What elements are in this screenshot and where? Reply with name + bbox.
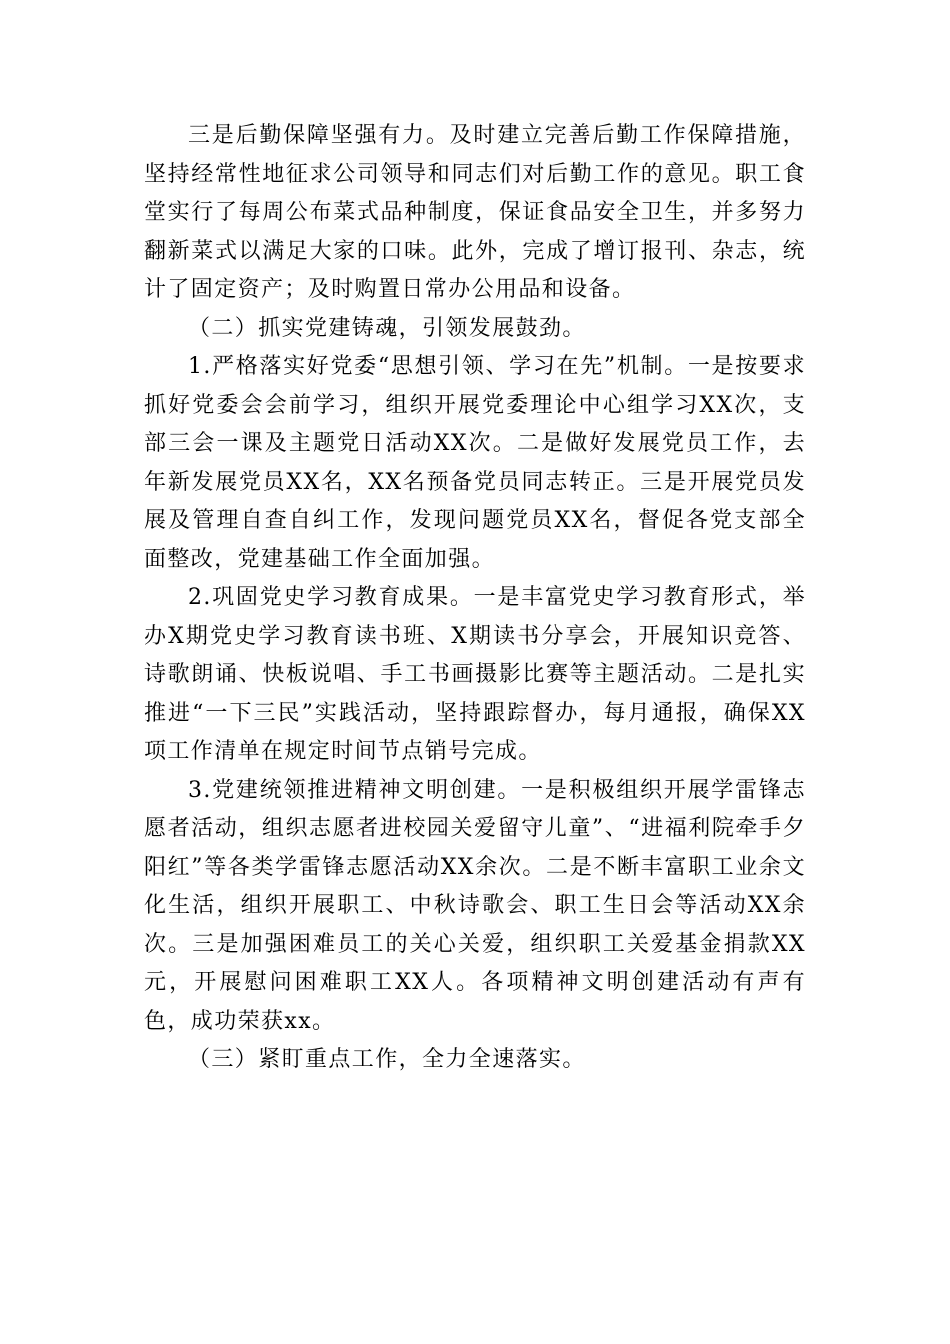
section-heading-party-building: （二）抓实党建铸魂，引领发展鼓劲。: [188, 315, 586, 341]
paragraph-party-committee-mechanism: 1.严格落实好党委“思想引领、学习在先”机制。一是按要求抓好党委会会前学习，组织开展党委理论中心组学习XX次，支部三会一课及主题党日活动XX次。二是做好发展党员工作，去年新发展党员XX名，XX名预备党员同志转正。三是开展党员发展及管理自查自纠工作，发现问题党员XX名，督促各党支部全面整改，党建基础工作全面加强。: [144, 354, 806, 572]
section-heading-key-work: （三）紧盯重点工作，全力全速落实。: [188, 1047, 586, 1072]
paragraph-party-history-education: 2.巩固党史学习教育成果。一是丰富党史学习教育形式，举办X期党史学习教育读书班、X期读书分享会，开展知识竞答、诗歌朗诵、快板说唱、手工书画摄影比赛等主题活动。二是扎实推进“一下三民”实践活动，坚持跟踪督办，每月通报，确保XX项工作清单在规定时间节点销号完成。: [144, 585, 806, 764]
paragraph-spiritual-civilization: 3.党建统领推进精神文明创建。一是积极组织开展学雷锋志愿者活动，组织志愿者进校园关爱留守儿童”、“进福利院牵手夕阳红”等各类学雷锋志愿活动XX余次。二是不断丰富职工业余文化生活，组织开展职工、中秋诗歌会、职工生日会等活动XX余次。三是加强困难员工的关心关爱，组织职工关爱基金捐款XX元，开展慰问困难职工XX人。各项精神文明创建活动有声有色，成功荣获xx。: [144, 777, 806, 1034]
paragraph-logistics: 三是后勤保障坚强有力。及时建立完善后勤工作保障措施，坚持经常性地征求公司领导和同志们对后勤工作的意见。职工食堂实行了每周公布菜式品种制度，保证食品安全卫生，并多努力翻新菜式以满足大家的口味。此外，完成了增订报刊、杂志，统计了固定资产；及时购置日常办公用品和设备。: [144, 123, 806, 302]
document-page: [144, 117, 806, 1080]
